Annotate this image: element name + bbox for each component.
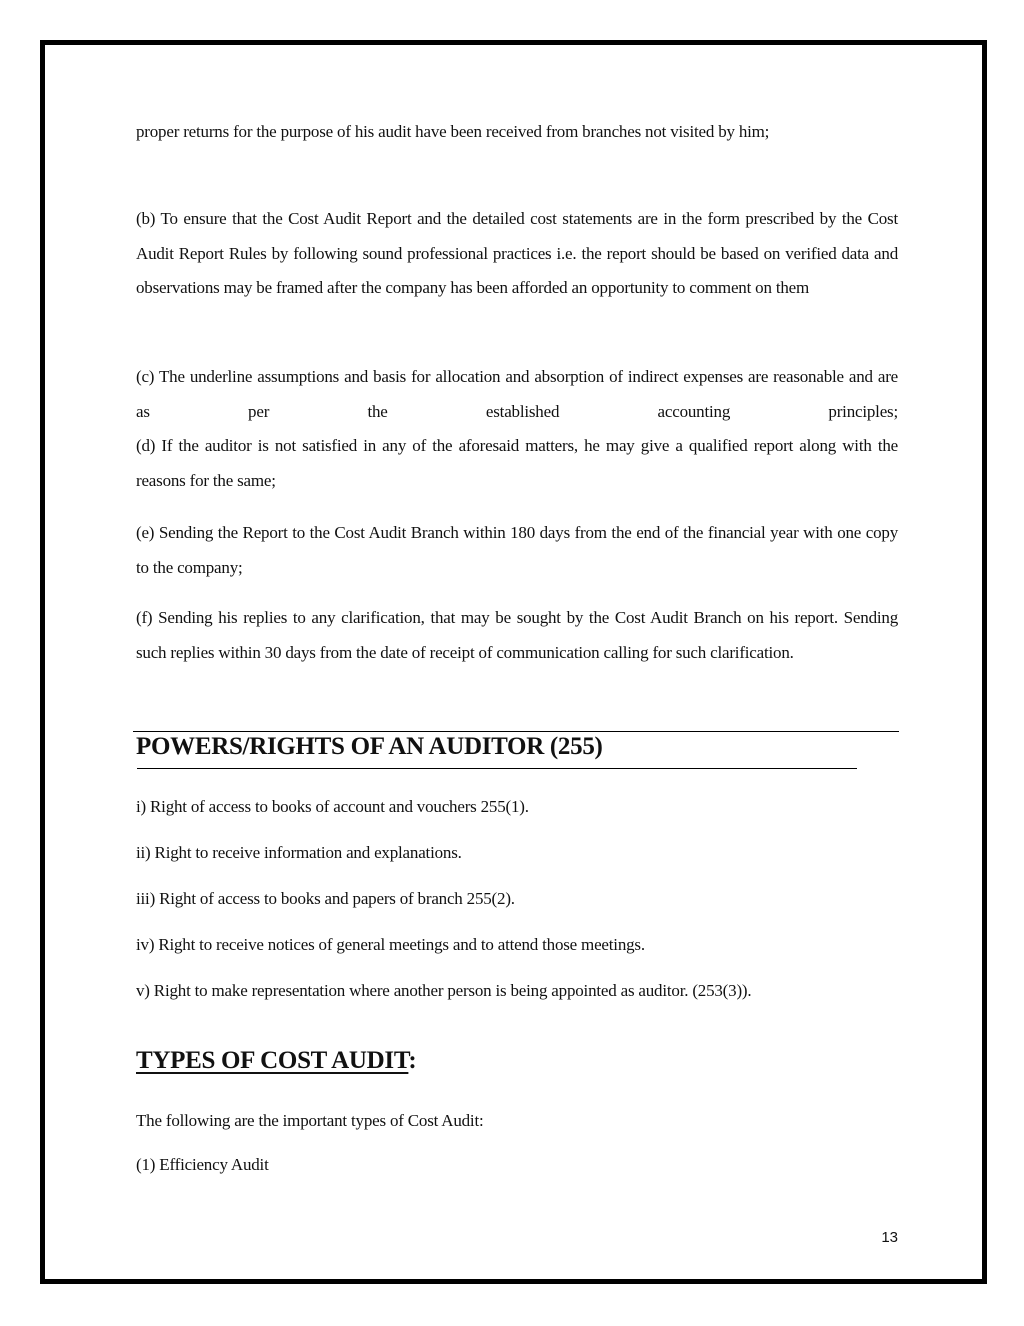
types-heading-text: TYPES OF COST AUDIT [136, 1047, 409, 1074]
powers-list-item: iii) Right of access to books and papers of branch 255(2). [136, 889, 515, 908]
paragraph-c-assumptions: (c) The underline assumptions and basis for allocation and absorption of indirect expenses are reasonable and are as per the established accounting principles; [136, 367, 898, 421]
types-of-cost-audit-heading [136, 1047, 416, 1075]
powers-list-item: i) Right of access to books of account and vouchers 255(1). [136, 797, 529, 816]
paragraph-f-sending-replies: (f) Sending his replies to any clarification, that may be sought by the Cost Audit Branch on his report. Sending such replies within 30 days from the date of receipt of communication calling for such clarification. [136, 608, 898, 662]
section-rule-top [133, 731, 899, 732]
paragraph-b-cost-audit-report: (b) To ensure that the Cost Audit Report and the detailed cost statements are in the form prescribed by the Cost Audit Report Rules by following sound professional practices i.e. the report should be based on verified data and observations may be framed after the company has been afforded an opportunity to comment on them [136, 209, 898, 297]
powers-list-item: v) Right to make representation where another person is being appointed as auditor. (253(3)). [136, 981, 752, 1000]
types-heading-colon: : [408, 1047, 417, 1074]
types-list-item: (1) Efficiency Audit [136, 1155, 269, 1174]
powers-rights-heading: POWERS/RIGHTS OF AN AUDITOR (255) [136, 733, 603, 760]
section-rule-bottom [137, 768, 857, 769]
paragraph-e-sending-report: (e) Sending the Report to the Cost Audit Branch within 180 days from the end of the financial year with one copy to the company; [136, 523, 898, 577]
paragraph-d-qualified-report: (d) If the auditor is not satisfied in any of the aforesaid matters, he may give a qualified report along with the reasons for the same; [136, 436, 898, 490]
paragraph-continued-proper-returns: proper returns for the purpose of his audit have been received from branches not visited by him; [136, 122, 770, 141]
types-intro: The following are the important types of Cost Audit: [136, 1111, 484, 1130]
powers-list-item: iv) Right to receive notices of general meetings and to attend those meetings. [136, 935, 645, 954]
page-number: 13 [881, 1229, 898, 1246]
powers-list-item: ii) Right to receive information and explanations. [136, 843, 462, 862]
